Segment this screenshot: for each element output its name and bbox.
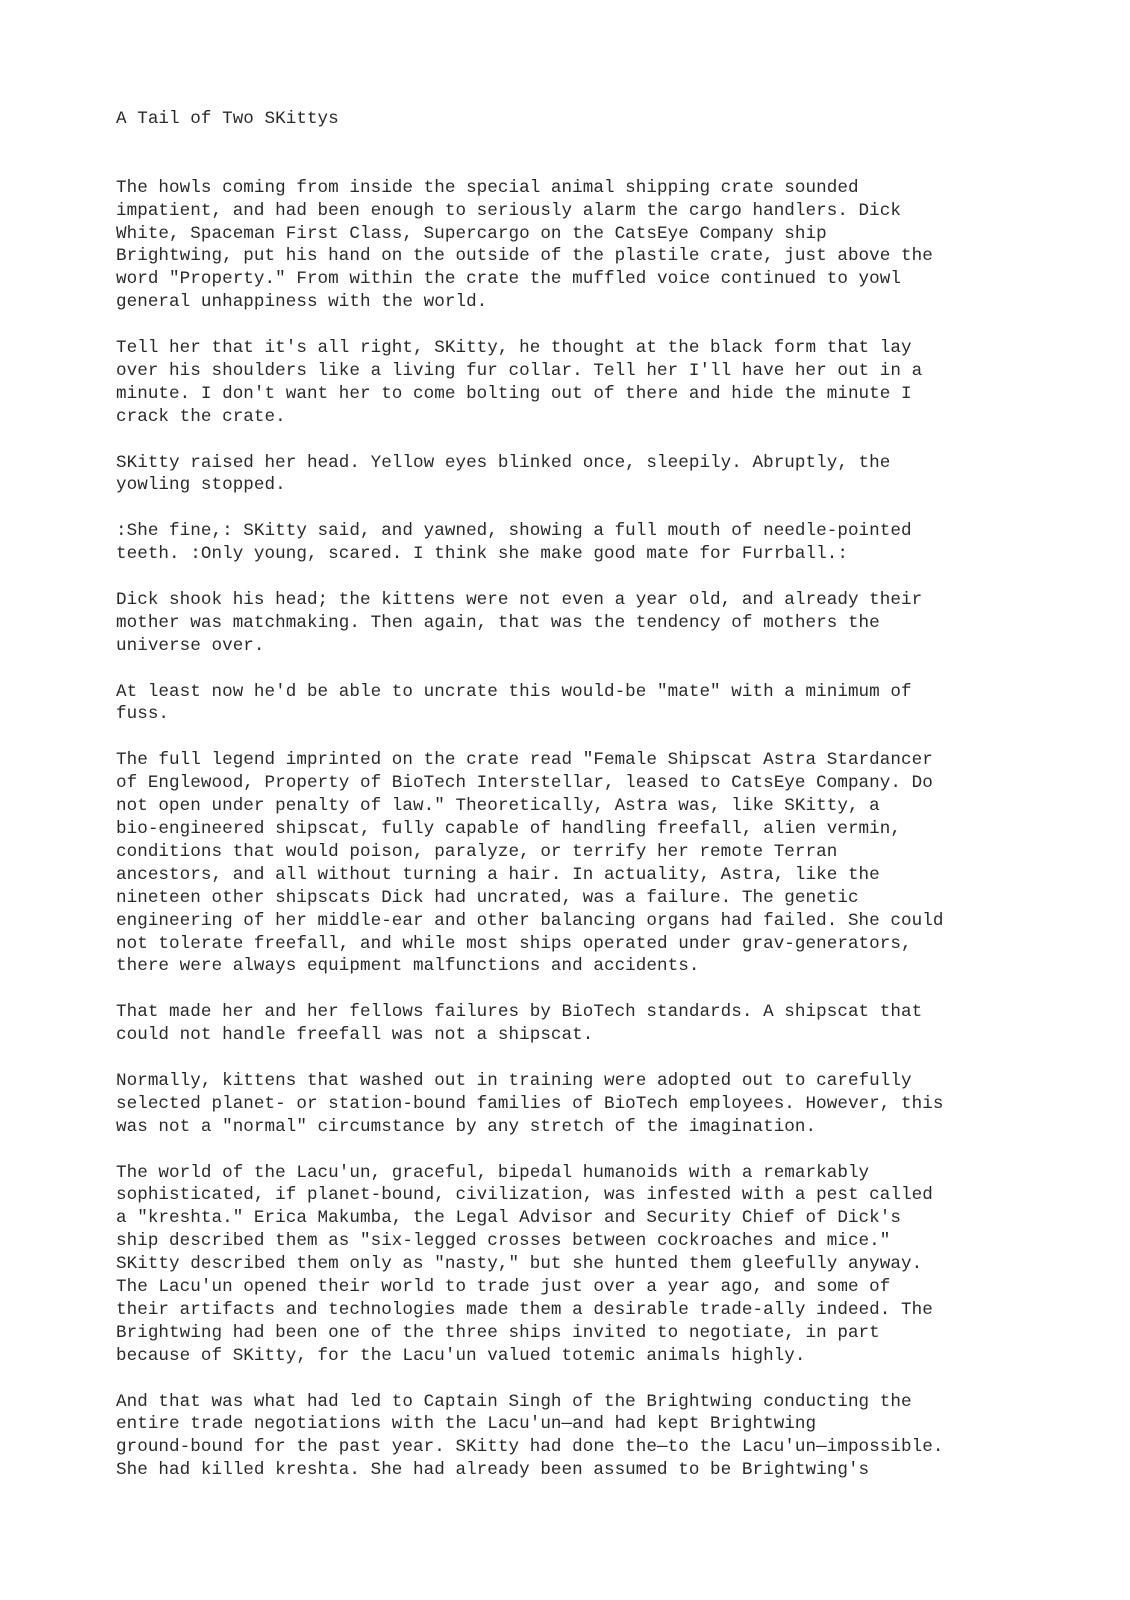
text-line: Normally, kittens that washed out in training were adopted out to carefully — [116, 1070, 912, 1091]
text-line: That made her and her fellows failures by BioTech standards. A shipscat that — [116, 1002, 923, 1023]
text-line: The world of the Lacu'un, graceful, bipedal humanoids with a remarkably — [116, 1162, 870, 1183]
paragraph — [116, 337, 1016, 429]
text-line: word "Property." From within the crate the muffled voice continued to yowl — [116, 269, 901, 290]
text-line: of Englewood, Property of BioTech Interstellar, leased to CatsEye Company. Do — [116, 773, 933, 794]
paragraph — [116, 749, 1016, 978]
text-line: The Lacu'un opened their world to trade just over a year ago, and some of — [116, 1277, 891, 1298]
paragraph — [116, 589, 1016, 658]
paragraph — [116, 1162, 1016, 1368]
text-line: mother was matchmaking. Then again, that was the tendency of mothers the — [116, 612, 880, 633]
text-line: not tolerate freefall, and while most ships operated under grav-generators, — [116, 933, 912, 954]
text-line: She had killed kreshta. She had already been assumed to be Brightwing's — [116, 1460, 870, 1481]
text-line: sophisticated, if planet-bound, civilization, was infested with a pest called — [116, 1185, 933, 1206]
text-line: White, Spaceman First Class, Supercargo on the CatsEye Company ship — [116, 223, 827, 244]
paragraph — [116, 681, 1016, 727]
text-line: bio-engineered shipscat, fully capable of handling freefall, alien vermin, — [116, 818, 901, 839]
text-line: not open under penalty of law." Theoretically, Astra was, like SKitty, a — [116, 796, 880, 817]
text-line: SKitty described them only as "nasty," but she hunted them gleefully anyway. — [116, 1254, 923, 1275]
text-line: nineteen other shipscats Dick had uncrated, was a failure. The genetic — [116, 887, 859, 908]
text-line: entire trade negotiations with the Lacu'un—and had kept Brightwing — [116, 1414, 817, 1435]
text-line: there were always equipment malfunctions and accidents. — [116, 956, 700, 977]
text-line: their artifacts and technologies made them a desirable trade-ally indeed. The — [116, 1299, 933, 1320]
text-line: because of SKitty, for the Lacu'un valued totemic animals highly. — [116, 1345, 806, 1366]
text-line: The howls coming from inside the special animal shipping crate sounded — [116, 177, 859, 198]
text-line: Brightwing, put his hand on the outside of the plastile crate, just above the — [116, 246, 933, 267]
text-line: could not handle freefall was not a shipscat. — [116, 1025, 594, 1046]
text-line: The full legend imprinted on the crate read "Female Shipscat Astra Stardancer — [116, 750, 933, 771]
paragraph — [116, 452, 1016, 498]
text-line: over his shoulders like a living fur collar. Tell her I'll have her out in a — [116, 360, 923, 381]
text-line: yowling stopped. — [116, 475, 286, 496]
text-line: selected planet- or station-bound families of BioTech employees. However, this — [116, 1093, 944, 1114]
text-line: crack the crate. — [116, 406, 286, 427]
text-line: ship described them as "six-legged crosses between cockroaches and mice." — [116, 1231, 891, 1252]
document-page — [116, 108, 1016, 1505]
text-line: ancestors, and all without turning a hair. In actuality, Astra, like the — [116, 864, 880, 885]
text-line: And that was what had led to Captain Singh of the Brightwing conducting the — [116, 1391, 912, 1412]
paragraph — [116, 1070, 1016, 1139]
text-line: universe over. — [116, 635, 265, 656]
text-line: Brightwing had been one of the three ships invited to negotiate, in part — [116, 1322, 880, 1343]
text-line: was not a "normal" circumstance by any stretch of the imagination. — [116, 1116, 817, 1137]
text-line: Dick shook his head; the kittens were not even a year old, and already their — [116, 589, 923, 610]
text-line: Tell her that it's all right, SKitty, he thought at the black form that lay — [116, 338, 912, 359]
paragraph — [116, 1391, 1016, 1483]
text-line: conditions that would poison, paralyze, or terrify her remote Terran — [116, 841, 838, 862]
text-line: a "kreshta." Erica Makumba, the Legal Advisor and Security Chief of Dick's — [116, 1208, 901, 1229]
text-line: engineering of her middle-ear and other balancing organs had failed. She could — [116, 910, 944, 931]
text-line: general unhappiness with the world. — [116, 292, 488, 313]
paragraph — [116, 177, 1016, 314]
text-line: :She fine,: SKitty said, and yawned, showing a full mouth of needle-pointed — [116, 521, 912, 542]
text-line: minute. I don't want her to come bolting out of there and hide the minute I — [116, 383, 912, 404]
text-line: ground-bound for the past year. SKitty had done the—to the Lacu'un—impossible. — [116, 1437, 944, 1458]
paragraph — [116, 520, 1016, 566]
text-line: At least now he'd be able to uncrate this would-be "mate" with a minimum of — [116, 681, 912, 702]
text-line: fuss. — [116, 704, 170, 725]
text-line: impatient, and had been enough to seriously alarm the cargo handlers. Dick — [116, 200, 901, 221]
paragraph — [116, 1001, 1016, 1047]
text-line: teeth. :Only young, scared. I think she make good mate for Furrball.: — [116, 544, 848, 565]
document-body — [116, 177, 1016, 1483]
text-line: SKitty raised her head. Yellow eyes blinked once, sleepily. Abruptly, the — [116, 452, 891, 473]
document-title: A Tail of Two SKittys — [116, 109, 339, 129]
